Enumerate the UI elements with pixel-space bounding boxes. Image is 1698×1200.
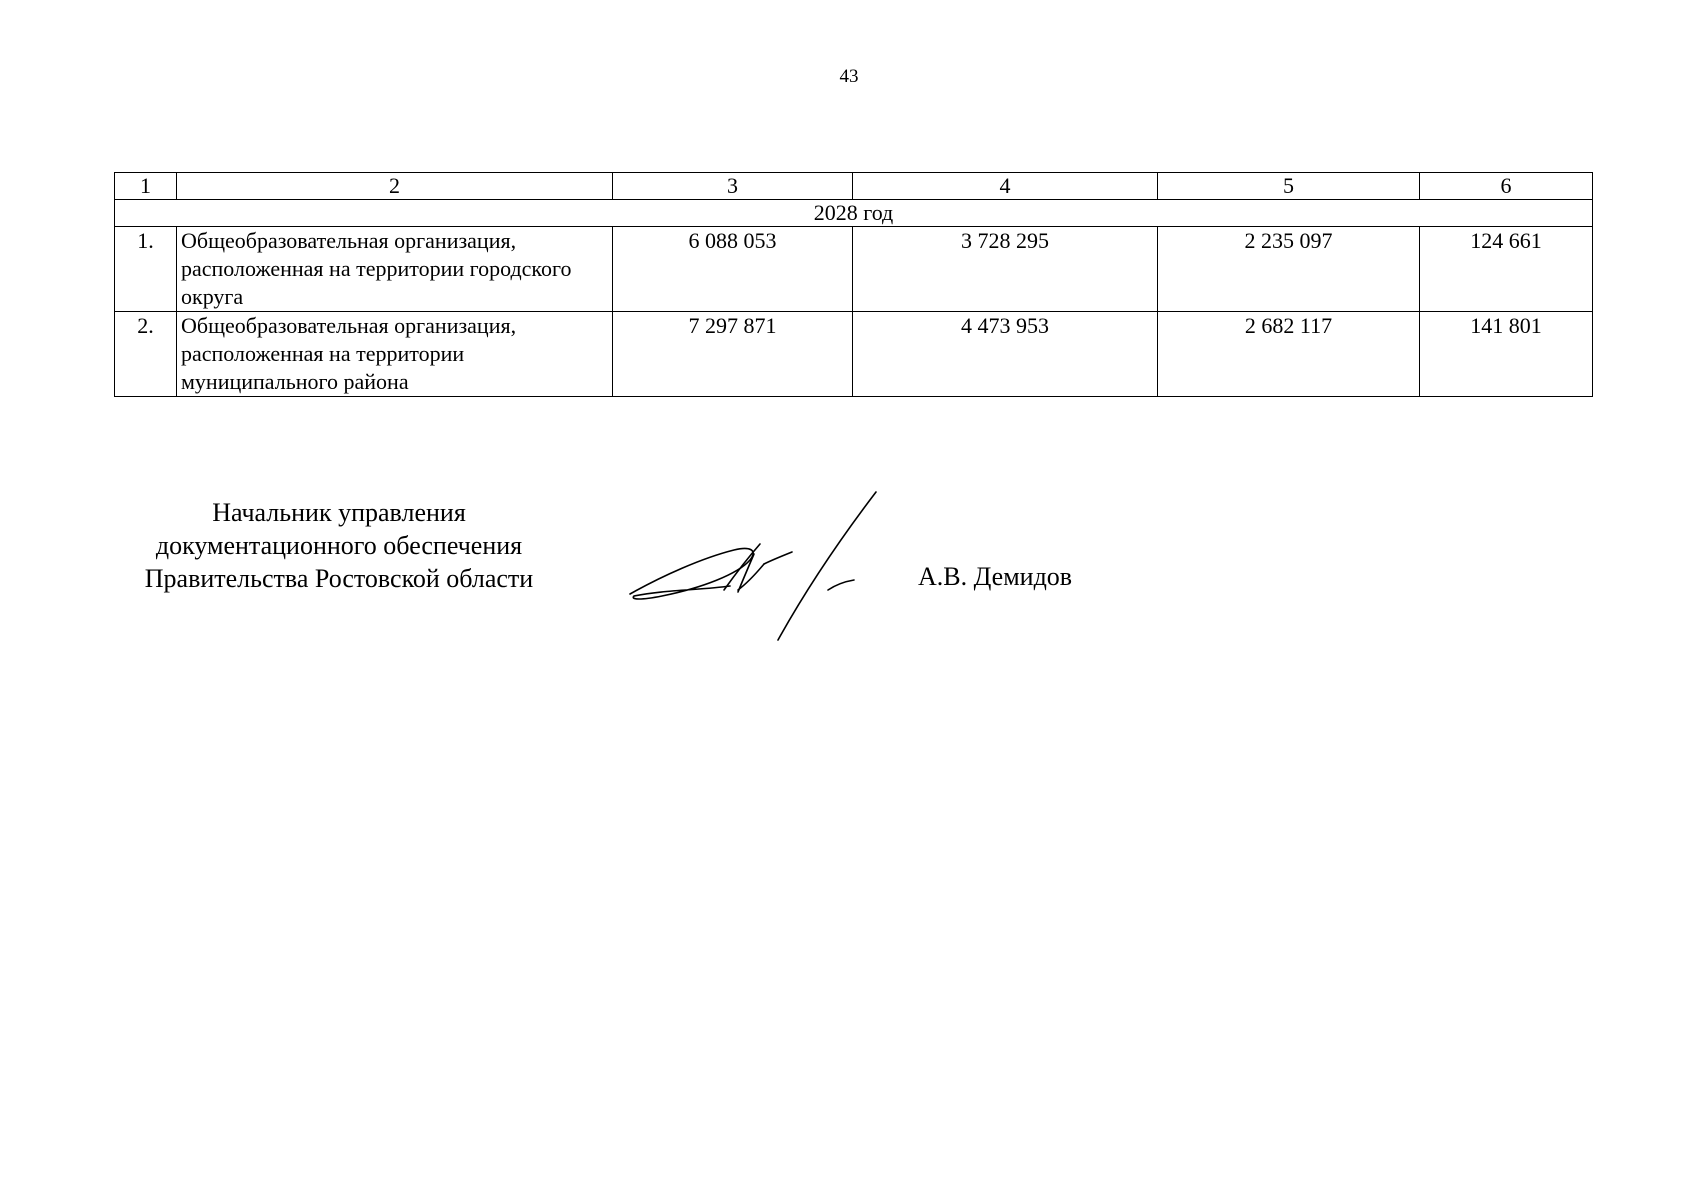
year-row [115,200,1593,227]
page-number: 43 [839,66,859,87]
position-line: Начальник управления [212,498,466,527]
position-line: Правительства Ростовской области [144,564,534,593]
table-row [115,312,1593,397]
data-table [114,172,1593,397]
value-cell: 3 728 295 [853,227,1158,312]
column-number-cell: 6 [1420,173,1593,200]
column-number-row [115,173,1593,200]
column-number-cell: 5 [1158,173,1420,200]
handwritten-signature [622,490,878,646]
row-number: 2. [115,312,177,397]
column-number-cell: 2 [177,173,613,200]
value-cell: 141 801 [1420,312,1593,397]
organization-name: Общеобразовательная организация, расположенная на территории муниципального района [177,312,613,397]
signatory-position [110,496,568,595]
column-number-cell: 3 [613,173,853,200]
position-line: документационного обеспечения [155,531,523,560]
value-cell: 4 473 953 [853,312,1158,397]
column-number-cell: 4 [853,173,1158,200]
organization-name: Общеобразовательная организация, расположенная на территории городского округа [177,227,613,312]
value-cell: 2 682 117 [1158,312,1420,397]
value-cell: 7 297 871 [613,312,853,397]
value-cell: 6 088 053 [613,227,853,312]
signer-name: А.В. Демидов [918,562,1073,591]
column-number-cell: 1 [115,173,177,200]
value-cell: 2 235 097 [1158,227,1420,312]
row-number: 1. [115,227,177,312]
year-label: 2028 год [115,200,1593,227]
value-cell: 124 661 [1420,227,1593,312]
table-row [115,227,1593,312]
